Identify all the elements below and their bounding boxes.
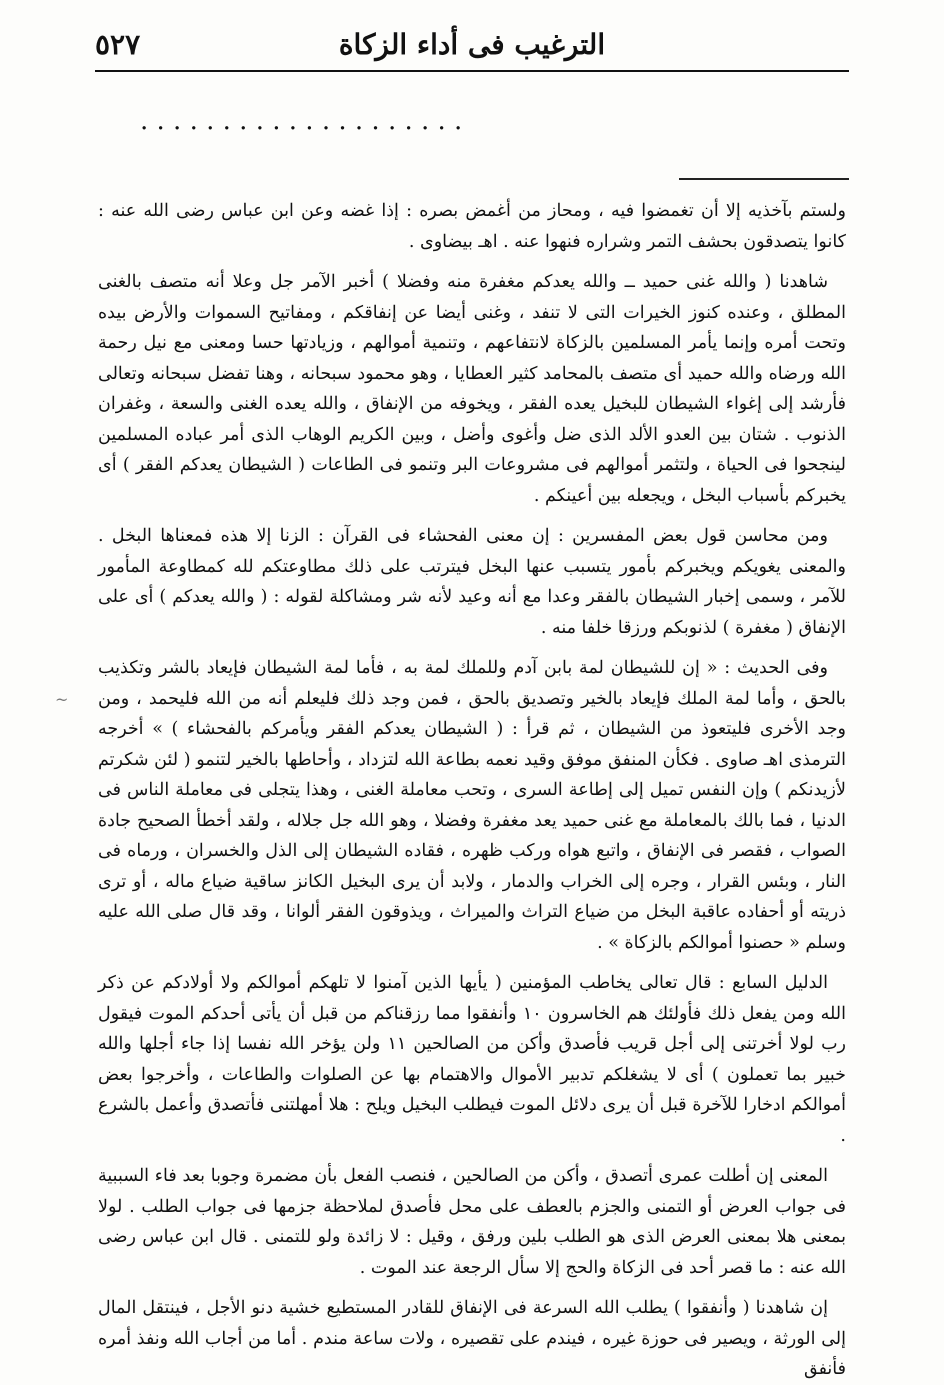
running-title: الترغيب فى أداء الزكاة	[338, 27, 606, 61]
header-rule	[95, 70, 849, 72]
margin-mark: ~	[55, 690, 69, 709]
paragraph-3: ومن محاسن قول بعض المفسرين : إن معنى الفحشاء فى القرآن : الزنا إلا هذه فمعناها البخل . والمعنى يغويكم ويخبركم بأمور يتسبب عنها البخل فيترتب على ذلك مطاوعتكم لله كمطاوعة المأمور للآمر ، وسمى إخبار الشيطان بالفقر وعدا مع أنه وعيد لأنه شر ومشاكلة لقوله : ( والله يعدكم ) أى على الإنفاق ( مغفرة ) لذنوبكم ورزقا خلفا منه .	[98, 526, 846, 638]
page-header	[95, 20, 849, 68]
main-text	[98, 196, 846, 1379]
paragraph-2: شاهدنا ( والله غنى حميد ــ والله يعدكم مغفرة منه وفضلا ) أخبر الآمر جل وعلا أنه متصف بالغنى المطلق ، وعنده كنوز الخيرات التى لا تنفد ، وغنى أيضا عن إنفاقكم ، ومفاتيح السموات والأرض بيده وتحت أمره وإنما يأمر المسلمين بالزكاة لانتفاعهم ، وتنمية أموالهم ، وزيادتها حسا ومعنى مع نيل رحمة الله ورضاه والله حميد أى متصف بالمحامد كثير العطايا ، وهو محمود سبحانه ، وهنا تفضل سبحانه وتعالى فأرشد إلى إغواء الشيطان للبخيل يعده الفقر ، ويخوفه من الإنفاق ، والله يعده الغنى والسعة ، وغفران الذنوب . شتان بين العدو الألد الذى ضل وأغوى وأضل ، وبين الكريم الوهاب الذى أمر عباده المسلمين لينجحوا فى الحياة ، ولتثمر أموالهم فى مشروعات البر وتنمو فى الطاعات ( الشيطان يعدكم الفقر ) أى يخبركم بأسباب البخل ، ويجعله بين أعينكم .	[98, 272, 846, 506]
page-number: ٥٢٧	[95, 27, 141, 61]
ellipsis-dots: . . . . . . . . . . . . . . . . . . . .	[140, 106, 463, 136]
paragraph-5: الدليل السابع : قال تعالى يخاطب المؤمنين ( يأيها الذين آمنوا لا تلهكم أموالكم ولا أولادكم عن ذكر الله ومن يفعل ذلك فأولئك هم الخاسرون ١٠ وأنفقوا مما رزقناكم من قبل أن يأتى أحدكم الموت فيقول رب لولا أخرتنى إلى أجل قريب فأصدق وأكن من الصالحين ١١ ولن يؤخر الله نفسا إذا جاء أجلها والله خبير بما تعملون ) أى لا يشغلكم تدبير الأموال والاهتمام بها عن الصلوات والطاعات ، وأخرجوا بعض أموالكم ادخارا للآخرة قبل أن يرى دلائل الموت فيطلب البخيل ويلح : هلا أمهلتنى فأتصدق وأعمل بالشرع .	[98, 973, 846, 1146]
verse-ellipsis-dots	[140, 108, 804, 134]
section-rule	[679, 178, 849, 180]
paragraph-1: ولستم بآخذيه إلا أن تغمضوا فيه ، ومحاز من أغمض بصره : إذا غضه وعن ابن عباس رضى الله عنه : كانوا يتصدقون بحشف التمر وشراره فنهوا عنه . اهـ بيضاوى .	[98, 201, 846, 252]
paragraph-6: المعنى إن أطلت عمرى أتصدق ، وأكن من الصالحين ، فنصب الفعل بأن مضمرة وجوبا بعد فاء السببية فى جواب العرض أو التمنى والجزم بالعطف على محل فأصدق لملاحظة جزمها فى جواب الطلب . لولا بمعنى هلا بمعنى العرض الذى هو الطلب بلين ورفق ، وقيل : لا زائدة ولو للتمنى . قال ابن عباس رضى الله عنه : ما قصر أحد فى الزكاة والحج إلا سأل الرجعة عند الموت .	[98, 1166, 846, 1278]
paragraph-7: إن شاهدنا ( وأنفقوا ) يطلب الله السرعة فى الإنفاق للقادر المستطيع خشية دنو الأجل ، فينتقل المال إلى الورثة ، ويصير فى حوزة غيره ، فيندم على تقصيره ، ولات ساعة مندم . أما من أجاب الله ونفذ أمره فأنفق	[98, 1298, 846, 1379]
paragraph-4: وفى الحديث : « إن للشيطان لمة بابن آدم وللملك لمة به ، فأما لمة الشيطان فإيعاد بالشر وتكذيب بالحق ، وأما لمة الملك فإيعاد بالخير وتصديق بالحق ، فمن وجد ذلك فليعلم أنه من الله فليحمد ، ومن وجد الأخرى فليتعوذ من الشيطان ، ثم قرأ : ( الشيطان يعدكم الفقر ويأمركم بالفحشاء ) » أخرجه الترمذى اهـ صاوى . فكأن المنفق موفق وقيد نعمه بطاعة الله لتزداد ، وأحاطها بالخير لتنمو ( لئن شكرتم لأزيدنكم ) وإن النفس تميل إلى إطاعة السرى ، وتحب معاملة الغنى ، وهذا يتجلى فى معاملة الناس فى الدنيا ، فما بالك بالمعاملة مع غنى حميد يعد مغفرة وفضلا ، وهو الله جل جلاله ، ولقد أخطأ الصحيح جادة الصواب ، فقصر فى الإنفاق ، واتبع هواه وركب ظهره ، فقاده الشيطان إلى الذل والخسران ، ورماه فى النار ، وبئس القرار ، وجره إلى الخراب والدمار ، ولابد أن يرى البخيل الكانز ساقية ضياع ماله ، أو ترى ذريته أو أحفاده عاقبة البخل من ضياع التراث والميراث ، ويذوقون الفقر ألوانا ، وقد قال صلى الله عليه وسلم « حصنوا أموالكم بالزكاة » .	[98, 658, 846, 953]
